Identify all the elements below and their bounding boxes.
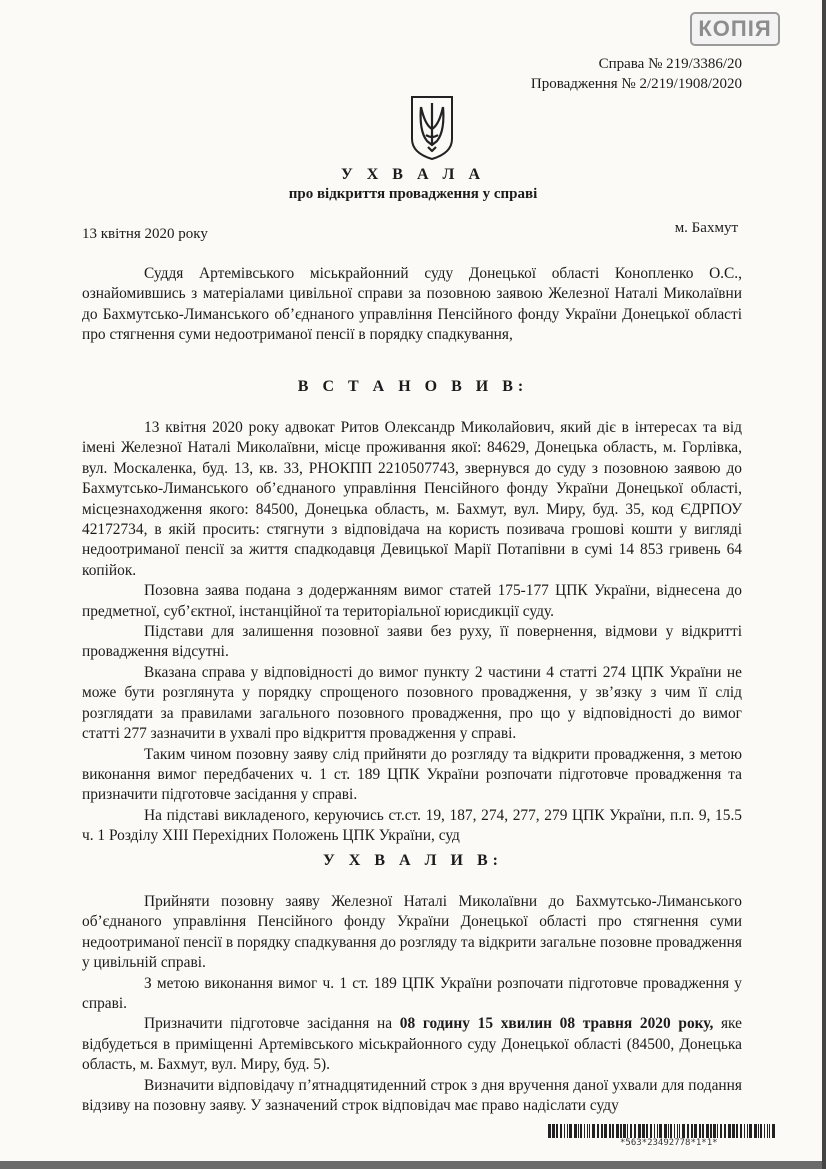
resolved-paragraph: Прийняти позовну заяву Железної Наталі Миколаївни до Бахмутсько-Лиманського об’єднаного управління Пенсійного фонду України Донецької області про стягнення суми недоотриманої пенсії в порядку спадкування до розгляду та відкрити загальне позовне провадження у цивільній справі. [82, 893, 742, 972]
document-title: У Х В А Л А [341, 166, 485, 183]
established-paragraph: Позовна заява подана з додержанням вимог статей 175-177 ЦПК України, віднесена до предметної, суб’єктної, інстанційної та територіальної юрисдикції суду. [82, 582, 742, 620]
document-city: м. Бахмут [674, 220, 738, 236]
hearing-text-pre: Призначити підготовче засідання на [144, 1015, 400, 1033]
proceeding-number: Провадження № 2/219/1908/2020 [530, 76, 742, 92]
copy-stamp: КОПІЯ [690, 12, 780, 46]
resolved-paragraph [82, 1014, 742, 1075]
hearing-text-post: яке відбудеться в приміщенні Артемівського міськрайонного суду Донецької області (84500, Донецька область, м. Бахмут, вул. Миру, буд. 5). [82, 1015, 742, 1074]
established-paragraph: Таким чином позовну заяву слід прийняти до розгляду та відкрити провадження, з метою виконання вимог передбачених ч. 1 ст. 189 ЦПК України розпочати підготовче провадження та призначити підготовче засідання у справі. [82, 745, 742, 804]
resolved-header: У Х В А Л И В: [323, 852, 503, 869]
hearing-datetime: 08 годину 15 хвилин 08 травня 2020 року, [399, 1015, 714, 1033]
case-numbers [531, 54, 742, 94]
barcode-number: *563*23492778*1*1* [620, 1138, 718, 1148]
resolved-block [82, 892, 742, 1116]
document-date: 13 квітня 2020 року [82, 226, 208, 242]
document-subtitle: про відкриття провадження у справі [288, 186, 538, 202]
established-paragraph: Вказана справа у відповідності до вимог пункту 2 частини 4 статті 274 ЦПК України не може бути розглянута у порядку спрощеного позовного провадження, у зв’язку з чим її слід розглядати за правилами загального позовного провадження, про що у відповідності до вимог статті 277 зазначити в ухвалі про відкриття провадження у справі. [82, 663, 742, 743]
barcode-icon [548, 1124, 776, 1138]
established-paragraph: Підстави для залишення позовної заяви без руху, її повернення, відмови у відкритті провадження відсутні. [82, 623, 742, 661]
intro-block [82, 264, 742, 346]
scan-edge-bottom [0, 1161, 826, 1169]
resolved-paragraph: Визначити відповідачу п’ятнадцятиденний строк з дня вручення даної ухвали для подання відзиву на позовну заяву. У зазначений строк відповідач має право надіслати суду [82, 1076, 742, 1115]
established-block [82, 418, 742, 847]
trident-emblem-icon [409, 95, 455, 161]
established-paragraph: На підставі викладеного, керуючись ст.ст. 19, 187, 274, 277, 279 ЦПК України, п.п. 9, 15.5 ч. 1 Розділу XIII Перехідних Положень ЦПК України, суд [82, 806, 742, 845]
scan-edge-right [822, 0, 826, 1169]
established-header: В С Т А Н О В И В: [297, 378, 529, 395]
established-paragraph: 13 квітня 2020 року адвокат Ритов Олександр Миколайович, який діє в інтересах та від імені Железної Наталі Миколаївни, місце проживання якої: 84629, Донецька область, м. Горлівка, вул. Москаленка, буд. 13, кв. 33, РНОКПП 2210507743, звернувся до суду з позовною заявою до Бахмутсько-Лиманського об’єднаного управління Пенсійного фонду України Донецької області, місцезнаходження якого: 84500, Донецька область, м. Бахмут, вул. Миру, буд. 35, код ЄДРПОУ 42172734, в якій просить: стягнути з відповідача на користь позивача грошові кошти у вигляді недоотриманої пенсії за життя спадкодавця Девицької Марії Потапівни в сумі 14 853 гривень 64 копійок. [82, 419, 742, 579]
intro-paragraph: Суддя Артемівського міськрайонний суду Донецької області Конопленко О.С., ознайомившись з матеріалами цивільної справи за позовною заявою Железної Наталі Миколаївни до Бахмутсько-Лиманського об’єднаного управління Пенсійного фонду України Донецької області про стягнення суми недоотриманої пенсії в порядку спадкування, [82, 265, 742, 344]
case-number: Справа № 219/3386/20 [598, 56, 742, 72]
resolved-paragraph: З метою виконання вимог ч. 1 ст. 189 ЦПК України розпочати підготовче провадження у справі. [82, 974, 742, 1013]
